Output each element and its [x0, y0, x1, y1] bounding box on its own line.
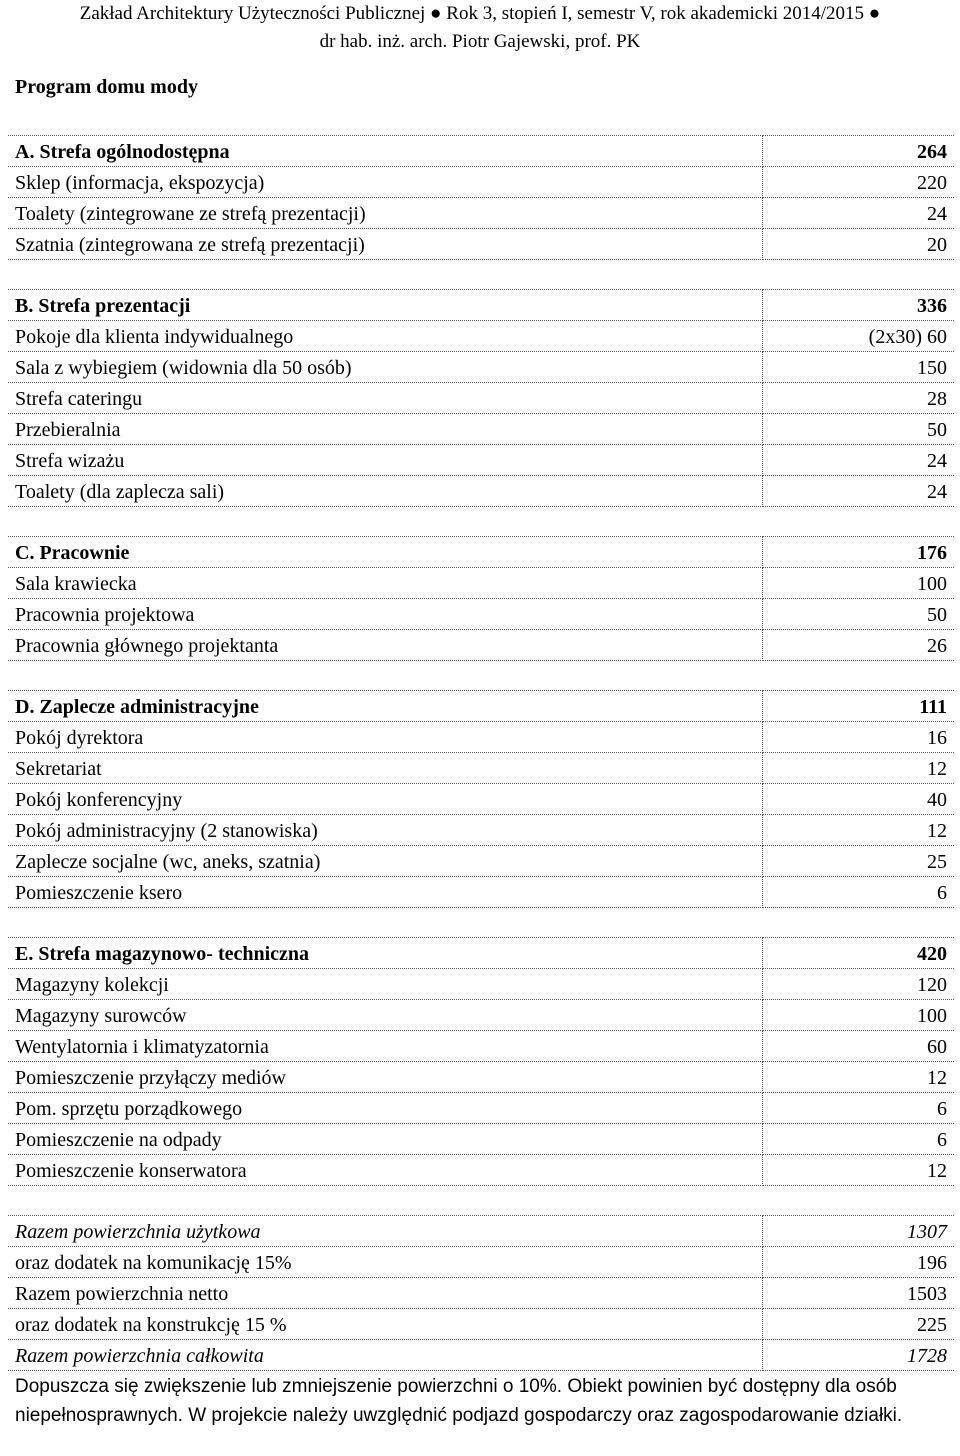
area-value-cell: 6 [762, 877, 954, 908]
room-name-cell: C. Pracownie [8, 537, 762, 568]
table-row [8, 630, 954, 661]
table-row [8, 815, 954, 846]
room-name-cell: Pomieszczenie ksero [8, 877, 762, 908]
area-value-cell: 60 [762, 1031, 954, 1062]
room-name-cell: D. Zaplecze administracyjne [8, 691, 762, 722]
room-name-cell: E. Strefa magazynowo- techniczna [8, 938, 762, 969]
room-name-cell: Sklep (informacja, ekspozycja) [8, 167, 762, 198]
area-value-cell: 336 [762, 290, 954, 321]
room-name-cell: Pokój dyrektora [8, 722, 762, 753]
area-value-cell: 1503 [762, 1278, 954, 1309]
area-value-cell: 264 [762, 136, 954, 167]
room-name-cell: Strefa cateringu [8, 383, 762, 414]
table-row [8, 229, 954, 260]
area-value-cell: 220 [762, 167, 954, 198]
table-row [8, 877, 954, 908]
area-value-cell: 6 [762, 1093, 954, 1124]
area-value-cell: 12 [762, 815, 954, 846]
room-name-cell: oraz dodatek na komunikację 15% [8, 1247, 762, 1278]
area-value-cell: 12 [762, 1155, 954, 1186]
table-row [8, 1155, 954, 1186]
header-line-2: dr hab. inż. arch. Piotr Gajewski, prof. PK [319, 31, 641, 52]
room-name-cell: Pokój konferencyjny [8, 784, 762, 815]
area-value-cell: 12 [762, 753, 954, 784]
room-name-cell: Szatnia (zintegrowana ze strefą prezentacji) [8, 229, 762, 260]
spacer-cell [8, 908, 954, 938]
section-header-row [8, 537, 954, 568]
table-row [8, 599, 954, 630]
room-name-cell: Przebieralnia [8, 414, 762, 445]
area-value-cell: 176 [762, 537, 954, 568]
section-header-row [8, 691, 954, 722]
table-row [8, 753, 954, 784]
table-row [8, 1124, 954, 1155]
program-table [8, 135, 954, 1371]
table-row [8, 1000, 954, 1031]
room-name-cell: Toalety (zintegrowane ze strefą prezentacji) [8, 198, 762, 229]
room-name-cell: Pomieszczenie przyłączy mediów [8, 1062, 762, 1093]
room-name-cell: B. Strefa prezentacji [8, 290, 762, 321]
room-name-cell: Strefa wizażu [8, 445, 762, 476]
area-value-cell: 28 [762, 383, 954, 414]
room-name-cell: Pracownia głównego projektanta [8, 630, 762, 661]
area-value-cell: 100 [762, 568, 954, 599]
table-row [8, 1247, 954, 1278]
spacer-row [8, 1186, 954, 1216]
spacer-cell [8, 507, 954, 537]
spacer-cell [8, 260, 954, 290]
room-name-cell: Magazyny surowców [8, 1000, 762, 1031]
table-row [8, 1278, 954, 1309]
table-row [8, 414, 954, 445]
area-value-cell: 120 [762, 969, 954, 1000]
table-row [8, 198, 954, 229]
area-value-cell: 1307 [762, 1216, 954, 1247]
room-name-cell: Pomieszczenie na odpady [8, 1124, 762, 1155]
room-name-cell: Razem powierzchnia całkowita [8, 1340, 762, 1371]
area-value-cell: 40 [762, 784, 954, 815]
area-value-cell: 16 [762, 722, 954, 753]
room-name-cell: Razem powierzchnia netto [8, 1278, 762, 1309]
table-row [8, 1031, 954, 1062]
area-value-cell: 225 [762, 1309, 954, 1340]
area-value-cell: (2x30) 60 [762, 321, 954, 352]
requirements-note: Dopuszcza się zwiększenie lub zmniejszenie powierzchni o 10%. Obiekt powinien być dostępny dla osób niepełnosprawnych. W projekcie należy uwzględnić podjazd gospodarczy oraz zagospodarowanie działki. [15, 1376, 903, 1426]
spacer-row [8, 260, 954, 290]
room-name-cell: Pomieszczenie konserwatora [8, 1155, 762, 1186]
room-name-cell: Sala z wybiegiem (widownia dla 50 osób) [8, 352, 762, 383]
program-table-container [8, 135, 954, 1371]
section-header-row [8, 938, 954, 969]
area-value-cell: 24 [762, 198, 954, 229]
header-line-1: Zakład Architektury Użyteczności Publicznej ● Rok 3, stopień I, semestr V, rok akademicki 2014/2015 ● [79, 3, 881, 24]
table-row [8, 321, 954, 352]
table-row [8, 568, 954, 599]
table-row [8, 1062, 954, 1093]
room-name-cell: Pokój administracyjny (2 stanowiska) [8, 815, 762, 846]
area-value-cell: 24 [762, 445, 954, 476]
room-name-cell: Sala krawiecka [8, 568, 762, 599]
spacer-cell [8, 1186, 954, 1216]
spacer-row [8, 908, 954, 938]
table-row [8, 784, 954, 815]
area-value-cell: 420 [762, 938, 954, 969]
table-row [8, 167, 954, 198]
spacer-cell [8, 661, 954, 691]
section-header-row [8, 290, 954, 321]
room-name-cell: Wentylatornia i klimatyzatornia [8, 1031, 762, 1062]
room-name-cell: Pom. sprzętu porządkowego [8, 1093, 762, 1124]
area-value-cell: 6 [762, 1124, 954, 1155]
document-title: Program domu mody [15, 76, 198, 98]
room-name-cell: Toalety (dla zaplecza sali) [8, 476, 762, 507]
room-name-cell: Pokoje dla klienta indywidualnego [8, 321, 762, 352]
area-value-cell: 1728 [762, 1340, 954, 1371]
area-value-cell: 50 [762, 599, 954, 630]
table-row [8, 1216, 954, 1247]
area-value-cell: 20 [762, 229, 954, 260]
spacer-row [8, 661, 954, 691]
table-row [8, 383, 954, 414]
area-value-cell: 150 [762, 352, 954, 383]
table-row [8, 969, 954, 1000]
area-value-cell: 25 [762, 846, 954, 877]
room-name-cell: Magazyny kolekcji [8, 969, 762, 1000]
room-name-cell: oraz dodatek na konstrukcję 15 % [8, 1309, 762, 1340]
table-row [8, 1093, 954, 1124]
document-header [0, 0, 960, 56]
room-name-cell: A. Strefa ogólnodostępna [8, 136, 762, 167]
table-row [8, 722, 954, 753]
table-row [8, 1340, 954, 1371]
table-row [8, 476, 954, 507]
table-row [8, 352, 954, 383]
room-name-cell: Razem powierzchnia użytkowa [8, 1216, 762, 1247]
area-value-cell: 100 [762, 1000, 954, 1031]
room-name-cell: Zaplecze socjalne (wc, aneks, szatnia) [8, 846, 762, 877]
area-value-cell: 196 [762, 1247, 954, 1278]
section-header-row [8, 136, 954, 167]
table-row [8, 445, 954, 476]
program-table-body [8, 136, 954, 1371]
table-row [8, 1309, 954, 1340]
room-name-cell: Sekretariat [8, 753, 762, 784]
spacer-row [8, 507, 954, 537]
room-name-cell: Pracownia projektowa [8, 599, 762, 630]
area-value-cell: 26 [762, 630, 954, 661]
area-value-cell: 50 [762, 414, 954, 445]
area-value-cell: 12 [762, 1062, 954, 1093]
area-value-cell: 24 [762, 476, 954, 507]
table-row [8, 846, 954, 877]
area-value-cell: 111 [762, 691, 954, 722]
